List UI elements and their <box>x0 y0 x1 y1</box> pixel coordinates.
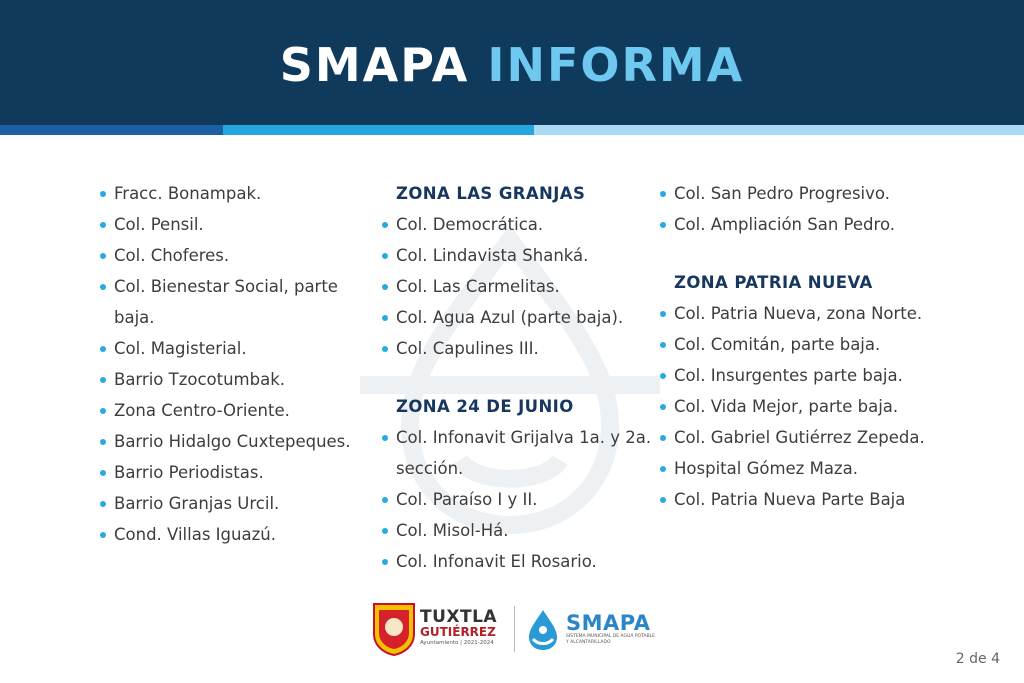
bullet-icon <box>100 191 106 197</box>
list-item <box>96 426 376 457</box>
list-item-label: Col. Comitán, parte baja. <box>674 335 881 354</box>
list-item-label: Hospital Gómez Maza. <box>674 459 858 478</box>
tuxtla-name: TUXTLA <box>420 607 498 627</box>
list-item-label: Col. Misol-Há. <box>396 521 509 540</box>
bullet-icon <box>382 284 388 290</box>
list-item-label: Barrio Periodistas. <box>114 463 264 482</box>
list-item-label: Col. Democrática. <box>396 215 544 234</box>
list-item <box>378 302 658 333</box>
tuxtla-logo-text <box>420 608 497 647</box>
list-item <box>96 364 376 395</box>
list-item <box>378 422 658 484</box>
list-item-label: Col. Patria Nueva, zona Norte. <box>674 304 923 323</box>
list-item-label: Col. Capulines III. <box>396 339 539 358</box>
list-item <box>378 209 658 240</box>
bullet-icon <box>382 435 388 441</box>
tuxtla-shield-icon <box>372 602 416 656</box>
list-item <box>656 209 956 240</box>
logo-divider <box>514 606 515 652</box>
list-item <box>378 271 658 302</box>
list-item <box>656 391 956 422</box>
column-1 <box>96 178 376 550</box>
bullet-icon <box>100 346 106 352</box>
bullet-icon <box>100 253 106 259</box>
header-banner <box>0 0 1024 125</box>
list-item <box>656 422 956 453</box>
list-item-label: Col. Agua Azul (parte baja). <box>396 308 624 327</box>
smapa-logo-text <box>566 612 658 646</box>
list-item-label: Barrio Hidalgo Cuxtepeques. <box>114 432 351 451</box>
list-item-label: Col. Vida Mejor, parte baja. <box>674 397 899 416</box>
bullet-icon <box>382 528 388 534</box>
bullet-icon <box>100 408 106 414</box>
bullet-icon <box>660 191 666 197</box>
bullet-icon <box>660 342 666 348</box>
list-item <box>656 484 956 515</box>
list-item <box>96 271 376 333</box>
title-informa: INFORMA <box>487 38 745 92</box>
bullet-icon <box>382 253 388 259</box>
bullet-icon <box>382 497 388 503</box>
bullet-icon <box>382 559 388 565</box>
list-item-label: Col. Pensil. <box>114 215 204 234</box>
list-item <box>656 453 956 484</box>
list-item <box>378 240 658 271</box>
stripe-dark <box>0 125 223 135</box>
list-item <box>378 484 658 515</box>
page-indicator: 2 de 4 <box>955 651 1000 667</box>
list-item <box>378 333 658 364</box>
list-item <box>96 488 376 519</box>
group-spacer <box>656 240 956 267</box>
list-item-label: Col. Insurgentes parte baja. <box>674 366 903 385</box>
smapa-name: SMAPA <box>566 611 651 635</box>
bullet-icon <box>100 284 106 290</box>
list-item-label: Col. Gabriel Gutiérrez Zepeda. <box>674 428 925 447</box>
list-item-label: Zona Centro-Oriente. <box>114 401 290 420</box>
list-item-label: Fracc. Bonampak. <box>114 184 262 203</box>
list-item-label: Col. Bienestar Social, parte baja. <box>114 277 338 327</box>
list-item <box>96 333 376 364</box>
bullet-icon <box>100 222 106 228</box>
bullet-icon <box>100 470 106 476</box>
smapa-drop-icon <box>524 608 562 652</box>
zone-heading: ZONA 24 DE JUNIO <box>396 397 574 416</box>
stripe-light <box>534 125 1024 135</box>
page-title <box>0 38 1024 92</box>
list-item <box>656 329 956 360</box>
list-item-label: Barrio Tzocotumbak. <box>114 370 286 389</box>
bullet-icon <box>100 439 106 445</box>
list-item-label: Col. San Pedro Progresivo. <box>674 184 890 203</box>
bullet-icon <box>100 377 106 383</box>
list-item <box>96 209 376 240</box>
group-spacer <box>378 364 658 391</box>
list-item-label: Col. Infonavit El Rosario. <box>396 552 597 571</box>
title-smapa: SMAPA <box>279 38 470 92</box>
tuxtla-caption: Ayuntamiento | 2021-2024 <box>420 640 494 646</box>
smapa-caption: SISTEMA MUNICIPAL DE AGUA POTABLE Y ALCANTARILLADO <box>566 634 656 645</box>
list-item <box>656 298 956 329</box>
list-item-label: Col. Patria Nueva Parte Baja <box>674 490 906 509</box>
list-item-label: Col. Paraíso I y II. <box>396 490 538 509</box>
bullet-icon <box>382 346 388 352</box>
bullet-icon <box>660 404 666 410</box>
bullet-icon <box>660 373 666 379</box>
list-item <box>656 360 956 391</box>
bullet-icon <box>382 222 388 228</box>
list-item <box>656 178 956 209</box>
zone-heading: ZONA LAS GRANJAS <box>396 184 586 203</box>
list-item <box>96 240 376 271</box>
bullet-icon <box>660 311 666 317</box>
column-3 <box>656 178 956 515</box>
list-item-label: Col. Infonavit Grijalva 1a. y 2a. sección. <box>396 428 652 478</box>
footer-logos <box>372 602 662 658</box>
list-item <box>378 546 658 577</box>
bullet-icon <box>382 315 388 321</box>
tuxtla-sub: GUTIÉRREZ <box>420 625 496 639</box>
list-item-label: Col. Ampliación San Pedro. <box>674 215 896 234</box>
list-item <box>378 515 658 546</box>
bullet-icon <box>100 532 106 538</box>
bullet-icon <box>660 222 666 228</box>
column-2 <box>378 178 658 577</box>
bullet-icon <box>100 501 106 507</box>
list-item <box>96 178 376 209</box>
list-item-label: Col. Lindavista Shanká. <box>396 246 589 265</box>
list-item-label: Cond. Villas Iguazú. <box>114 525 276 544</box>
stripe-mid <box>223 125 534 135</box>
bullet-icon <box>660 435 666 441</box>
zone-heading: ZONA PATRIA NUEVA <box>674 273 873 292</box>
list-item-label: Barrio Granjas Urcil. <box>114 494 280 513</box>
list-item <box>96 457 376 488</box>
list-item <box>96 519 376 550</box>
bullet-icon <box>660 497 666 503</box>
list-item-label: Col. Las Carmelitas. <box>396 277 560 296</box>
bullet-icon <box>660 466 666 472</box>
list-item <box>96 395 376 426</box>
list-item-label: Col. Magisterial. <box>114 339 247 358</box>
list-item-label: Col. Choferes. <box>114 246 230 265</box>
